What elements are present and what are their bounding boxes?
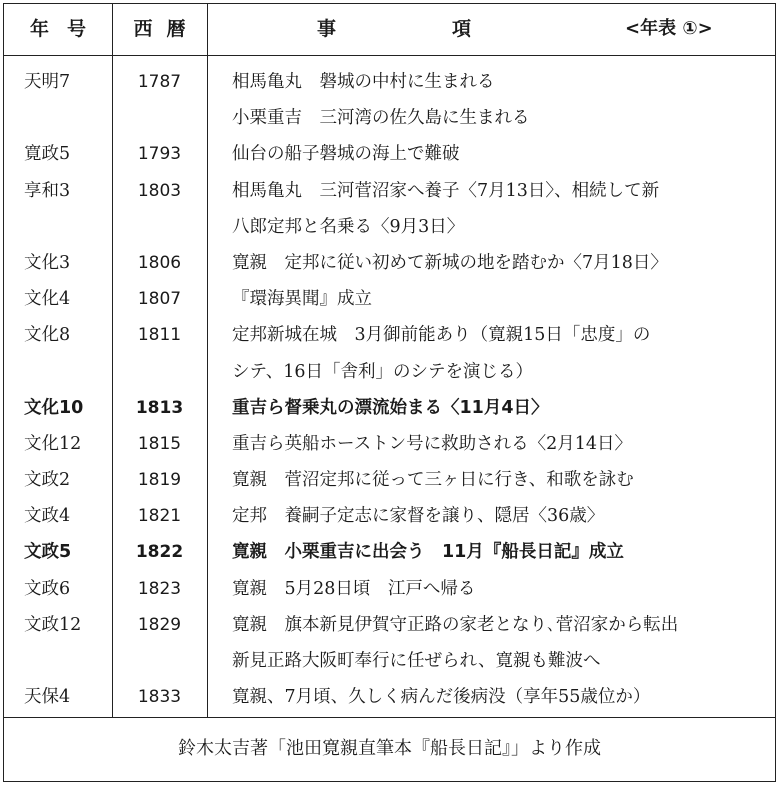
event-cell: 寛親 定邦に従い初めて新城の地を踏むか〈7月18日〉 — [232, 252, 668, 273]
table-row — [4, 317, 775, 353]
era-cell: 寛政5 — [24, 144, 71, 165]
era-cell: 天明7 — [24, 72, 71, 92]
era-cell: 文政6 — [24, 578, 71, 599]
western-year-cell: 1833 — [137, 687, 182, 708]
header-western-year: 西暦 — [133, 18, 200, 40]
table-row — [4, 281, 775, 317]
header-matter-char-2: 項 — [452, 18, 472, 40]
table-row — [4, 426, 775, 462]
table-row — [4, 354, 775, 390]
event-cell: 仙台の船子磐城の海上で難破 — [232, 144, 460, 165]
era-cell: 文化8 — [24, 325, 71, 346]
era-cell: 文化3 — [24, 252, 71, 273]
table-body — [4, 64, 775, 715]
western-year-cell: 1811 — [137, 325, 182, 346]
western-year-cell: 1815 — [137, 433, 182, 454]
header-matter-char-1: 事 — [317, 18, 337, 40]
event-cell: 小栗重吉 三河湾の佐久島に生まれる — [232, 108, 530, 129]
event-cell: 寛親 菅沼定邦に従って三ヶ日に行き、和歌を詠む — [232, 470, 634, 491]
era-cell: 文化12 — [24, 433, 82, 454]
event-cell: 寛親 小栗重吉に出会う 11月『船長日記』成立 — [232, 542, 624, 563]
table-row — [4, 534, 775, 570]
table-row — [4, 173, 775, 209]
era-cell: 文化10 — [24, 397, 84, 418]
event-cell: シテ、16日「舎利」のシテを演じる） — [232, 361, 534, 382]
table-row — [4, 607, 775, 643]
table-row — [4, 571, 775, 607]
western-year-cell: 1823 — [137, 578, 182, 599]
western-year-cell: 1806 — [137, 252, 182, 273]
table-row — [4, 136, 775, 172]
era-cell: 文政5 — [24, 542, 72, 563]
table-row — [4, 209, 775, 245]
event-cell: 寛親 旗本新見伊賀守正路の家老となり､菅沼家から転出 — [232, 614, 679, 635]
era-cell: 文政4 — [24, 506, 71, 527]
table-header — [4, 4, 775, 56]
event-cell: 相馬亀丸 三河菅沼家へ養子〈7月13日〉、相続して新 — [232, 180, 660, 201]
western-year-cell: 1803 — [137, 180, 182, 201]
table-number-tag: <年表 ①> — [625, 18, 713, 39]
event-cell: 八郎定邦と名乗る〈9月3日〉 — [232, 216, 465, 237]
western-year-cell: 1813 — [135, 397, 184, 418]
table-row — [4, 390, 775, 426]
event-cell: 寛親、7月頃、久しく病んだ後病没（享年55歳位か） — [232, 687, 651, 708]
era-cell: 天保4 — [24, 687, 71, 708]
western-year-cell: 1829 — [137, 614, 182, 635]
event-cell: 新見正路大阪町奉行に任ぜられ、寛親も難波へ — [232, 651, 601, 671]
event-cell: 定邦 養嗣子定志に家督を譲り、隠居〈36歳〉 — [232, 506, 605, 527]
western-year-cell: 1821 — [137, 506, 182, 527]
western-year-cell: 1807 — [137, 289, 182, 310]
event-cell: 重吉ら英船ホーストン号に救助される〈2月14日〉 — [232, 433, 633, 454]
western-year-cell: 1822 — [135, 542, 184, 563]
era-cell: 享和3 — [24, 180, 71, 201]
header-era: 年号 — [29, 18, 104, 40]
chronology-table — [3, 3, 776, 782]
table-row — [4, 462, 775, 498]
header-matters — [207, 4, 777, 54]
table-row — [4, 100, 775, 136]
table-row — [4, 679, 775, 715]
source-note: 鈴木太吉著「池田寛親直筆本『船長日記』」より作成 — [4, 717, 775, 781]
table-row — [4, 643, 775, 679]
western-year-cell: 1793 — [137, 144, 182, 165]
table-row — [4, 245, 775, 281]
table-row — [4, 498, 775, 534]
western-year-cell: 1787 — [137, 72, 182, 92]
era-cell: 文化4 — [24, 289, 71, 310]
era-cell: 文政2 — [24, 470, 71, 491]
western-year-cell: 1819 — [137, 470, 182, 491]
event-cell: 寛親 5月28日頃 江戸へ帰る — [232, 578, 476, 599]
event-cell: 定邦新城在城 3月御前能あり（寛親15日「忠度」の — [232, 325, 651, 346]
table-row — [4, 64, 775, 100]
event-cell: 『環海異聞』成立 — [232, 289, 372, 310]
event-cell: 重吉ら督乗丸の漂流始まる〈11月4日〉 — [232, 397, 549, 418]
event-cell: 相馬亀丸 磐城の中村に生まれる — [232, 72, 495, 92]
era-cell: 文政12 — [24, 614, 82, 635]
